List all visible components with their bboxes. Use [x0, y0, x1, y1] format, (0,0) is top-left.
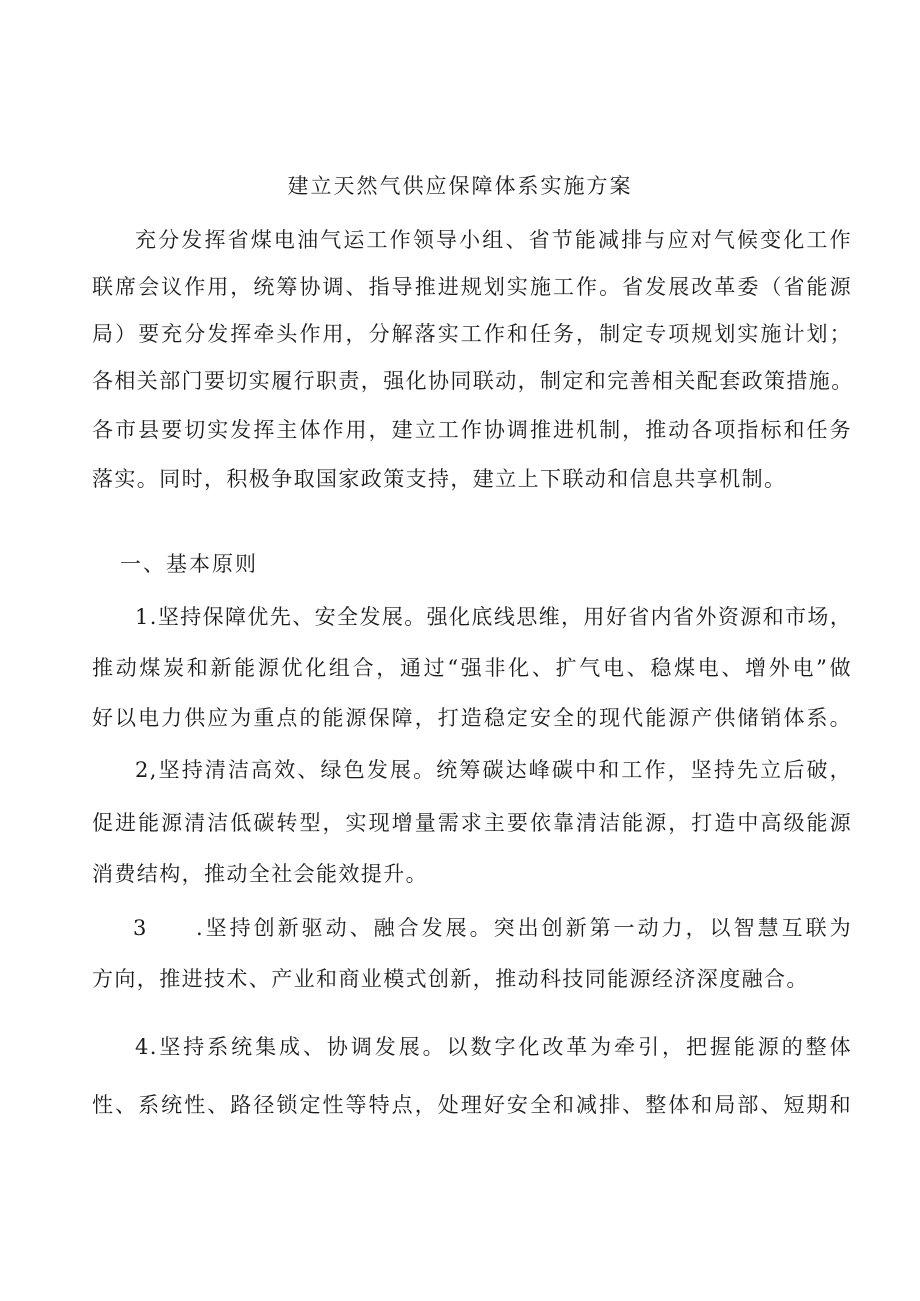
principle-3-number: 3: [133, 916, 148, 940]
principle-3-line-2: 方向，推进技术、产业和商业模式创新，推动科技同能源经济深度融合。: [92, 967, 809, 991]
document-title: 建立天然气供应保障体系实施方案: [287, 174, 633, 198]
intro-line-5: 各市县要切实发挥主体作用，建立工作协调推进机制，推动各项指标和任务: [92, 418, 852, 442]
principle-1-line-3: 好以电力供应为重点的能源保障，打造稳定安全的现代能源产供储销体系。: [92, 706, 852, 730]
section-heading: 一、基本原则: [120, 552, 258, 576]
intro-line-4: 各相关部门要切实履行职责，强化协同联动，制定和完善相关配套政策措施。: [92, 369, 854, 393]
principle-4-line-1: 4.坚持系统集成、协调发展。以数字化改革为牵引，把握能源的整体: [135, 1035, 852, 1059]
intro-line-2: 联席会议作用，统筹协调、指导推进规划实施工作。省发展改革委（省能源: [92, 275, 852, 299]
principle-4-line-2: 性、系统性、路径锁定性等特点，处理好安全和减排、整体和局部、短期和: [92, 1093, 852, 1117]
principle-2-line-3: 消费结构，推动全社会能效提升。: [92, 862, 428, 886]
principle-1-line-1: 1.坚持保障优先、安全发展。强化底线思维，用好省内省外资源和市场，: [135, 605, 853, 629]
intro-line-3: 局）要充分发挥牵头作用，分解落实工作和任务，制定专项规划实施计划；: [92, 322, 852, 346]
intro-line-6: 落实。同时，积极争取国家政策支持，建立上下联动和信息共享机制。: [92, 467, 787, 491]
principle-3-line-1: .坚持创新驱动、融合发展。突出创新第一动力，以智慧互联为: [196, 916, 852, 940]
principle-2-line-1: 2,坚持清洁高效、绿色发展。统筹碳达峰碳中和工作，坚持先立后破，: [135, 758, 852, 782]
principle-1-line-2: 推动煤炭和新能源优化组合，通过“强非化、扩气电、稳煤电、增外电”做: [92, 656, 852, 680]
principle-2-line-2: 促进能源清洁低碳转型，实现增量需求主要依靠清洁能源，打造中高级能源: [92, 811, 852, 835]
intro-line-1: 充分发挥省煤电油气运工作领导小组、省节能减排与应对气候变化工作: [135, 228, 852, 252]
